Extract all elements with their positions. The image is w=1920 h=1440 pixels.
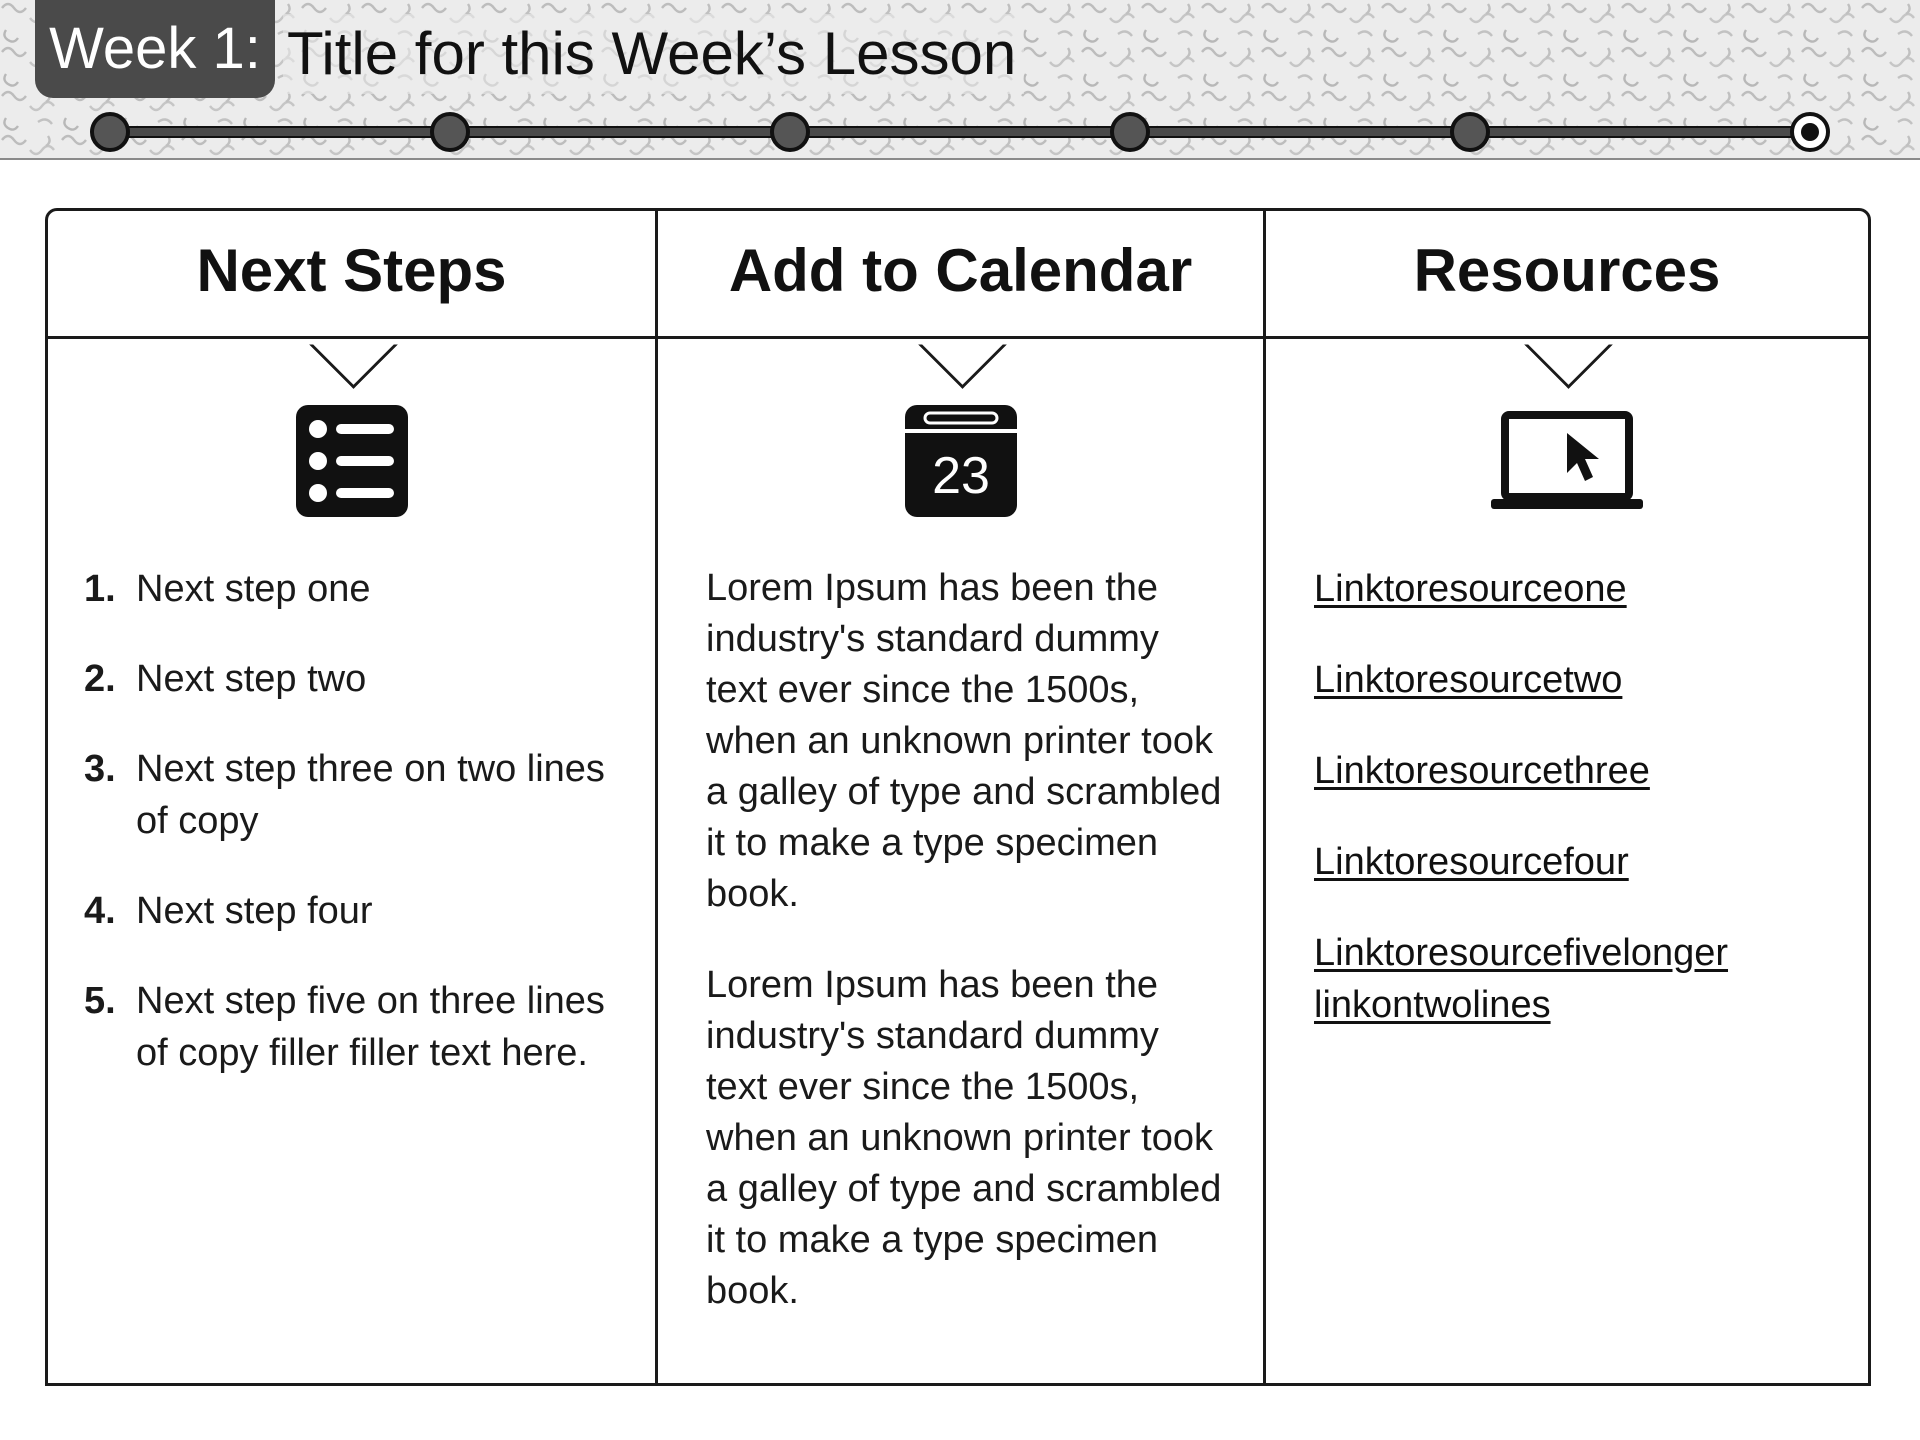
- list-item: [1314, 745, 1834, 797]
- step-text: Next step one: [136, 568, 371, 610]
- step-number: 1.: [84, 568, 116, 610]
- progress-step-3[interactable]: [770, 112, 810, 152]
- step-number: 3.: [84, 748, 116, 790]
- list-icon: [292, 401, 412, 521]
- resources-heading: [1266, 211, 1868, 339]
- next-steps-heading: [48, 211, 655, 339]
- heading-pointer: [308, 300, 397, 389]
- list-item: [1314, 927, 1834, 1031]
- list-item: [84, 563, 634, 615]
- progress-step-6-current[interactable]: [1790, 112, 1830, 152]
- week-badge: Week 1:: [35, 0, 275, 98]
- progress-tracker: [110, 112, 1810, 152]
- resources-list: [1314, 563, 1834, 1070]
- resources-heading-label: Resources: [1413, 237, 1721, 304]
- list-item: [84, 975, 634, 1079]
- step-text: Next step two: [136, 658, 367, 700]
- step-number: 2.: [84, 658, 116, 700]
- resource-link-four[interactable]: Linktoresourcefour: [1314, 841, 1629, 883]
- step-number: 5.: [84, 980, 116, 1022]
- resource-link-two[interactable]: Linktoresourcetwo: [1314, 659, 1623, 701]
- list-item: [1314, 836, 1834, 888]
- lesson-panel: [45, 208, 1871, 1386]
- calendar-heading-label: Add to Calendar: [728, 237, 1193, 304]
- calendar-paragraph: Lorem Ipsum has been the industry's standard dummy text ever since the 1500s, when an unknown printer took a galley of type and scrambled it to make a type specimen book.: [706, 964, 1222, 1312]
- heading-pointer: [917, 300, 1006, 389]
- next-steps-list: [84, 563, 634, 1117]
- step-number: 4.: [84, 890, 116, 932]
- list-item: [84, 885, 634, 937]
- calendar-column: [655, 211, 1263, 1383]
- progress-step-1[interactable]: [90, 112, 130, 152]
- next-steps-heading-label: Next Steps: [196, 237, 507, 304]
- calendar-description: [706, 563, 1226, 1357]
- header-divider: [0, 158, 1920, 160]
- resources-column: [1263, 211, 1868, 1383]
- list-item: [1314, 563, 1834, 615]
- calendar-heading: [658, 211, 1263, 339]
- progress-step-5[interactable]: [1450, 112, 1490, 152]
- calendar-icon[interactable]: [901, 401, 1021, 521]
- resource-link-three[interactable]: Linktoresourcethree: [1314, 750, 1650, 792]
- step-text: Next step four: [136, 890, 373, 932]
- list-item: [1314, 654, 1834, 706]
- laptop-cursor-icon: [1491, 401, 1643, 521]
- list-item: [84, 743, 634, 847]
- calendar-date: 23: [931, 447, 990, 505]
- progress-track: [110, 126, 1810, 138]
- progress-step-2[interactable]: [430, 112, 470, 152]
- resource-link-five[interactable]: Linktoresourcefivelonger linkontwolines: [1314, 932, 1729, 1026]
- next-steps-column: [48, 211, 655, 1383]
- step-text: Next step five on three lines of copy filler filler text here.: [136, 980, 605, 1074]
- progress-step-4[interactable]: [1110, 112, 1150, 152]
- heading-pointer: [1524, 300, 1613, 389]
- calendar-paragraph: Lorem Ipsum has been the industry's standard dummy text ever since the 1500s, when an unknown printer took a galley of type and scrambled it to make a type specimen book.: [706, 567, 1222, 915]
- step-text: Next step three on two lines of copy: [136, 748, 605, 842]
- resource-link-one[interactable]: Linktoresourceone: [1314, 568, 1627, 610]
- list-item: [84, 653, 634, 705]
- lesson-title: Title for this Week’s Lesson: [283, 14, 1024, 94]
- page-header: [0, 0, 1920, 160]
